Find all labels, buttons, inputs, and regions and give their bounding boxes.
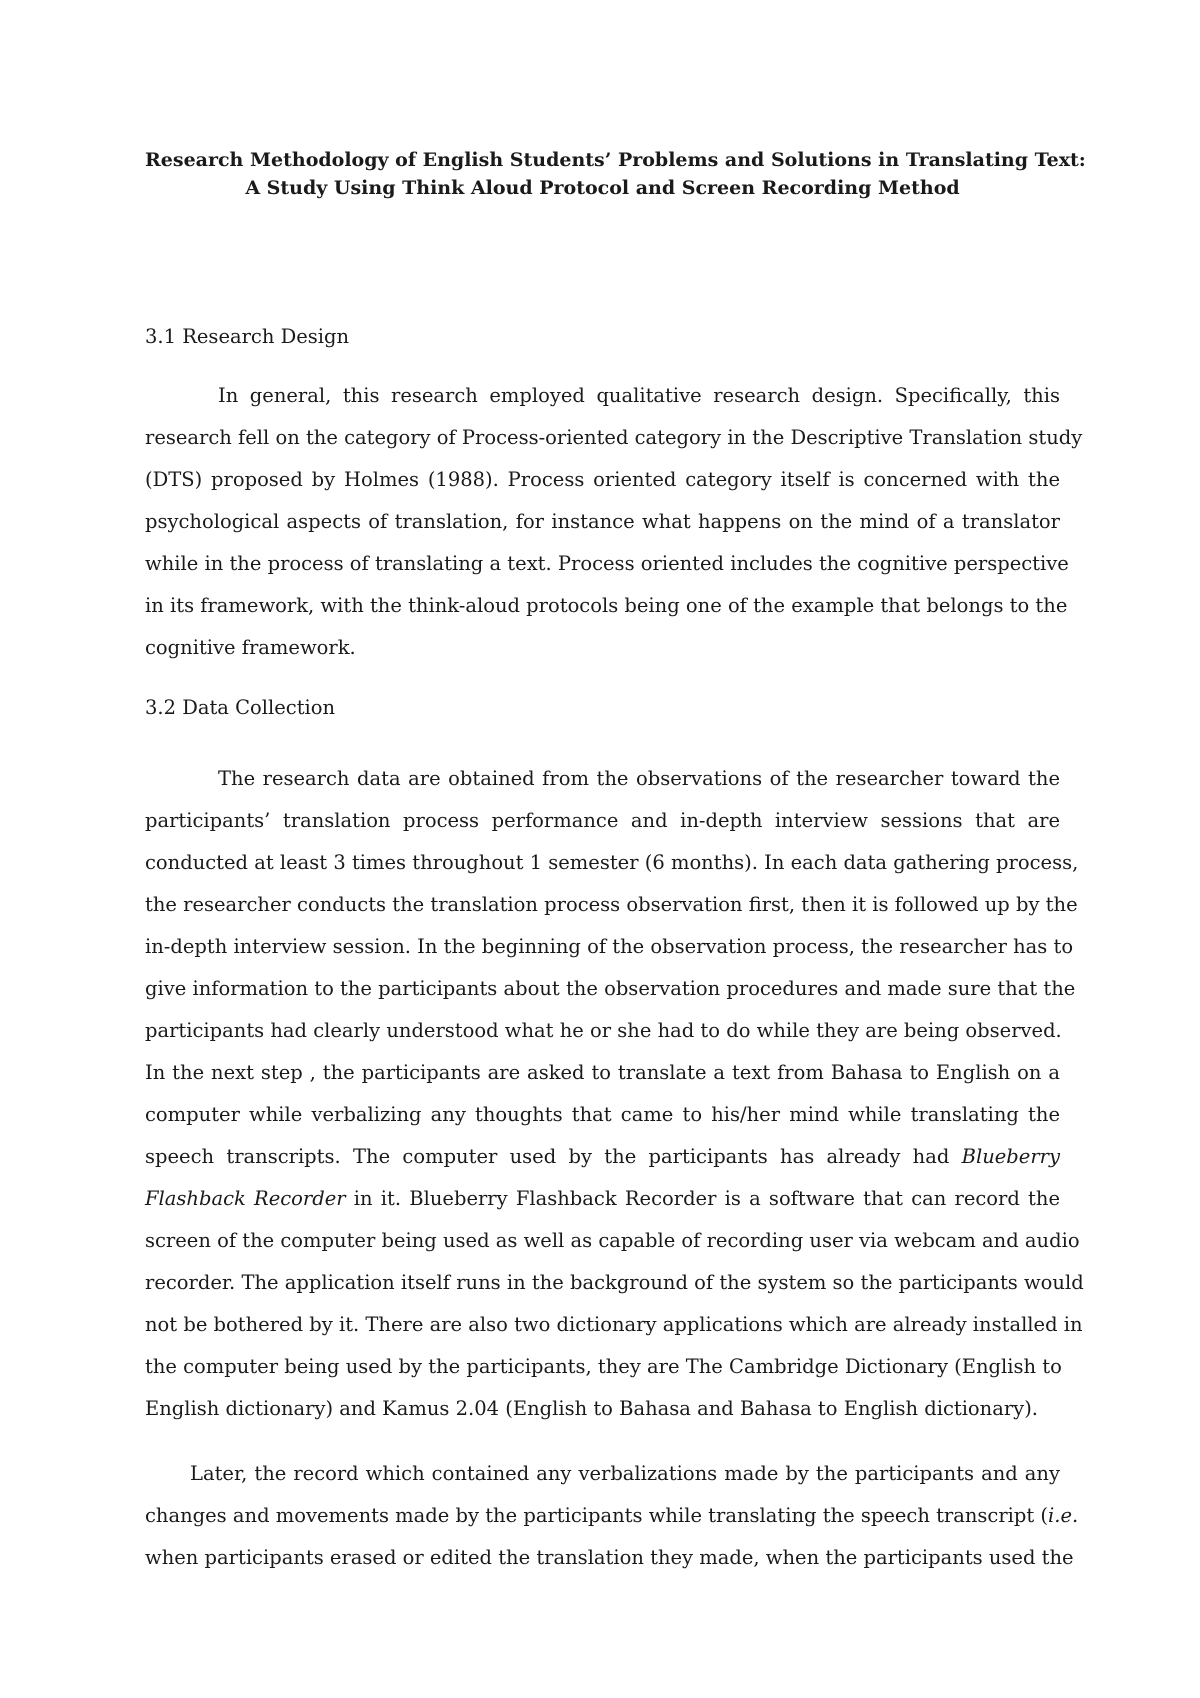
text-line: cognitive framework.	[145, 636, 356, 659]
paragraph-later-record	[145, 1453, 1079, 1579]
text-line: (DTS) proposed by Holmes (1988). Process oriented category itself is concerned with the	[145, 468, 1060, 491]
text-line: participants had clearly understood what he or she had to do while they are being observed.	[145, 1019, 1062, 1042]
text-line: Later, the record which contained any verbalizations made by the participants and any	[190, 1462, 1060, 1485]
text-line: English dictionary) and Kamus 2.04 (English to Bahasa and Bahasa to English dictionary).	[145, 1397, 1039, 1420]
text-line: recorder. The application itself runs in the background of the system so the participants would	[145, 1271, 1084, 1294]
text-line: In general, this research employed qualitative research design. Specifically, this	[218, 384, 1060, 407]
text-line: The research data are obtained from the observations of the researcher toward the	[218, 767, 1060, 790]
title-line-2: A Study Using Think Aloud Protocol and Screen Recording Method	[245, 177, 960, 199]
text-line: while in the process of translating a text. Process oriented includes the cognitive perspective	[145, 552, 1069, 575]
text-line-mixed	[145, 1178, 1060, 1220]
section-heading-data-collection: 3.2 Data Collection	[145, 696, 336, 719]
section-heading-research-design: 3.1 Research Design	[145, 325, 350, 348]
text-line: when participants erased or edited the translation they made, when the participants used the	[145, 1546, 1074, 1569]
text-line: conducted at least 3 times throughout 1 semester (6 months). In each data gathering process,	[145, 851, 1079, 874]
text-line: the computer being used by the participants, they are The Cambridge Dictionary (English to	[145, 1355, 1062, 1378]
text-line: participants’ translation process performance and in-depth interview sessions that are	[145, 809, 1060, 832]
text-line: In the next step , the participants are asked to translate a text from Bahasa to English on a	[145, 1061, 1060, 1084]
text-line: give information to the participants about the observation procedures and made sure that the	[145, 977, 1076, 1000]
text-line: screen of the computer being used as well as capable of recording user via webcam and audio	[145, 1229, 1080, 1252]
text-segment: speech transcripts. The computer used by the participants has already had	[145, 1145, 950, 1168]
text-line: in-depth interview session. In the beginning of the observation process, the researcher has to	[145, 935, 1074, 958]
italic-software-name: Blueberry	[961, 1145, 1060, 1168]
text-line: research fell on the category of Process-oriented category in the Descriptive Translation study	[145, 426, 1083, 449]
text-segment: in it. Blueberry Flashback Recorder is a software that can record the	[353, 1187, 1060, 1210]
paragraph-data-collection	[145, 758, 1084, 1430]
title-line-1: Research Methodology of English Students’ Problems and Solutions in Translating Text:	[145, 149, 1086, 171]
text-segment: changes and movements made by the participants while translating the speech transcript (	[145, 1504, 1049, 1527]
text-line: computer while verbalizing any thoughts that came to his/her mind while translating the	[145, 1103, 1060, 1126]
text-line-mixed	[145, 1136, 1060, 1178]
text-line-mixed	[145, 1495, 1079, 1537]
text-line: psychological aspects of translation, for instance what happens on the mind of a translator	[145, 510, 1060, 533]
italic-software-name: Flashback Recorder	[145, 1187, 346, 1210]
text-line: not be bothered by it. There are also two dictionary applications which are already installed in	[145, 1313, 1083, 1336]
document-title	[145, 146, 1086, 202]
italic-abbreviation: i.e.	[1048, 1504, 1079, 1527]
paragraph-research-design	[145, 375, 1083, 669]
text-line: in its framework, with the think-aloud protocols being one of the example that belongs to the	[145, 594, 1068, 617]
text-line: the researcher conducts the translation process observation first, then it is followed up by the	[145, 893, 1078, 916]
